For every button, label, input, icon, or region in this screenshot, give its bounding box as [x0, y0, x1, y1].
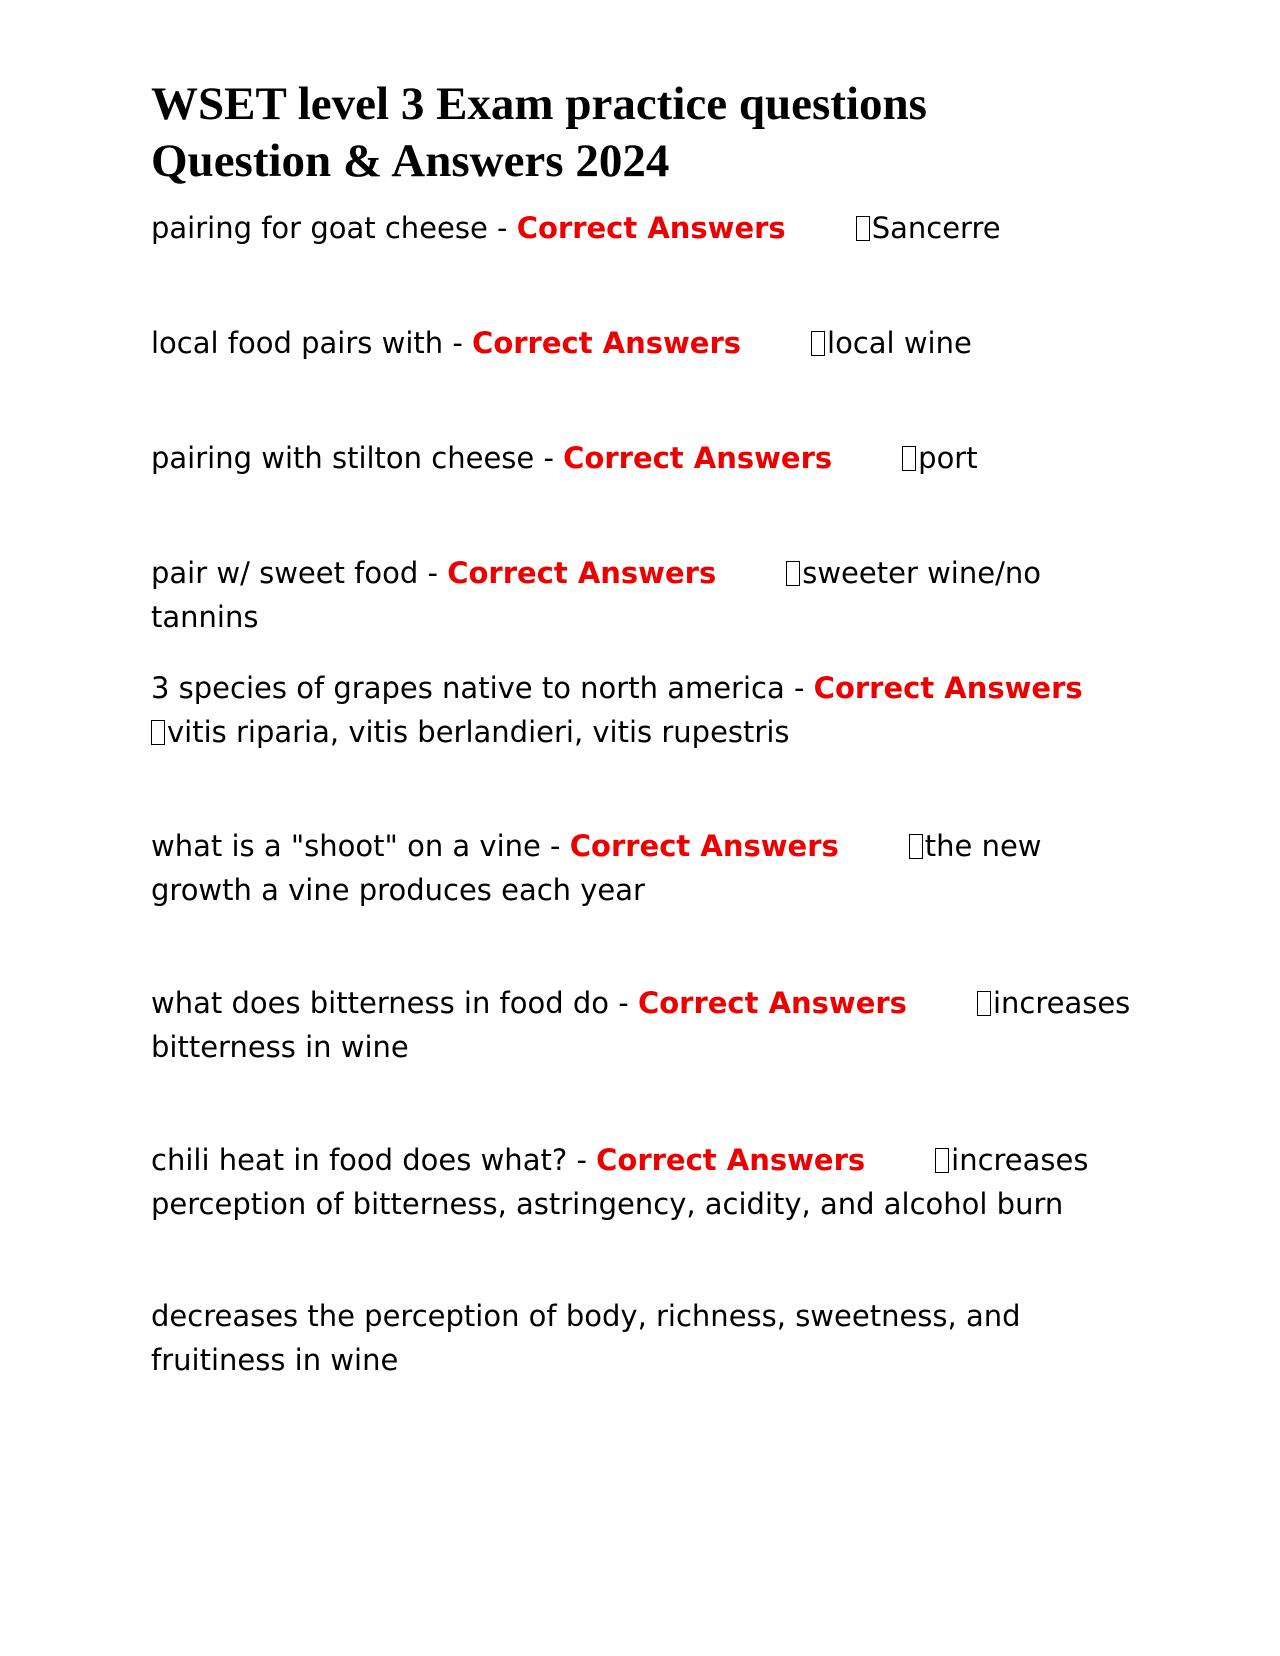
- question-text: pair w/ sweet food -: [151, 556, 448, 590]
- document-title: [151, 76, 1151, 190]
- correct-answers-label: Correct Answers: [563, 441, 833, 475]
- title-line-2: Question & Answers 2024: [151, 135, 670, 187]
- missing-glyph-box-icon: [856, 216, 870, 241]
- correct-answers-label: Correct Answers: [596, 1143, 866, 1177]
- qa-item: [151, 206, 1141, 250]
- correct-answers-label: Correct Answers: [472, 326, 742, 360]
- qa-item: [151, 824, 1141, 912]
- missing-glyph-box-icon: [902, 446, 916, 471]
- answer-text: increases bitterness in wine: [151, 986, 1131, 1064]
- correct-answers-label: Correct Answers: [516, 211, 786, 245]
- qa-item: [151, 321, 1141, 365]
- title-line-1: WSET level 3 Exam practice questions: [151, 78, 927, 130]
- question-text: what does bitterness in food do -: [151, 986, 638, 1020]
- answer-text: local wine: [827, 326, 972, 360]
- answer-text: the new growth a vine produces each year: [151, 829, 1042, 907]
- qa-item: [151, 551, 1141, 639]
- question-text: pairing for goat cheese -: [151, 211, 517, 245]
- missing-glyph-box-icon: [811, 331, 825, 356]
- question-text: 3 species of grapes native to north america -: [151, 671, 814, 705]
- answer-text: Sancerre: [871, 211, 1001, 245]
- missing-glyph-box-icon: [935, 1148, 949, 1173]
- answer-text: vitis riparia, vitis berlandieri, vitis rupestris: [167, 715, 790, 749]
- question-text: what is a "shoot" on a vine -: [151, 829, 570, 863]
- trailing-paragraph: decreases the perception of body, richness, sweetness, and fruitiness in wine: [151, 1299, 1021, 1377]
- qa-item: [151, 981, 1141, 1069]
- question-text: pairing with stilton cheese -: [151, 441, 564, 475]
- qa-item: [151, 666, 1141, 754]
- missing-glyph-box-icon: [786, 561, 800, 586]
- answer-text: increases perception of bitterness, astringency, acidity, and alcohol burn: [151, 1143, 1089, 1221]
- missing-glyph-box-icon: [151, 720, 165, 745]
- qa-item: [151, 1138, 1141, 1226]
- missing-glyph-box-icon: [977, 991, 991, 1016]
- qa-item: [151, 436, 1141, 480]
- correct-answers-label: Correct Answers: [813, 671, 1083, 705]
- correct-answers-label: Correct Answers: [637, 986, 907, 1020]
- missing-glyph-box-icon: [909, 834, 923, 859]
- correct-answers-label: Correct Answers: [569, 829, 839, 863]
- correct-answers-label: Correct Answers: [447, 556, 717, 590]
- question-text: local food pairs with -: [151, 326, 473, 360]
- answer-text: port: [918, 441, 978, 475]
- question-text: chili heat in food does what? -: [151, 1143, 597, 1177]
- answer-text: sweeter wine/no tannins: [151, 556, 1041, 634]
